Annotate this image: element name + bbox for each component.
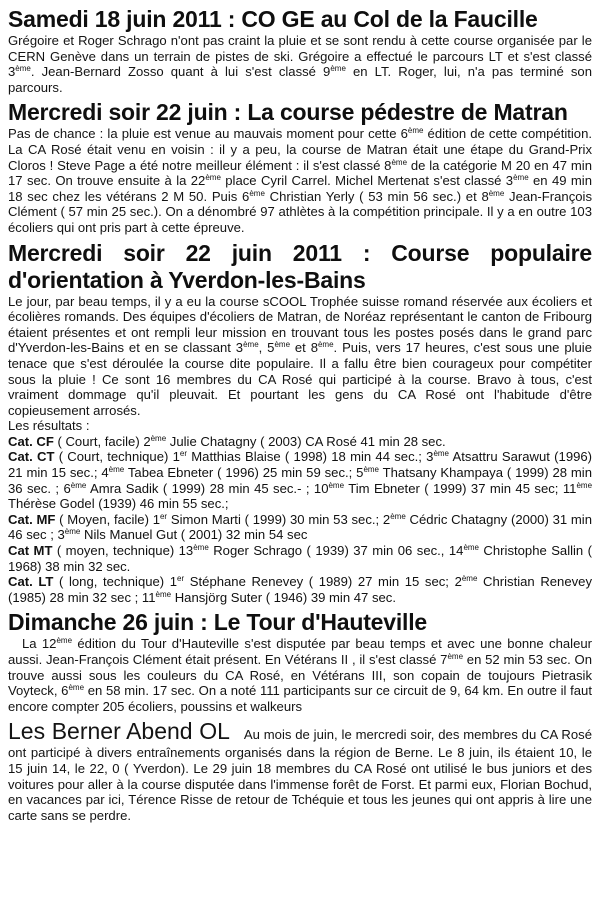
article-title: Dimanche 26 juin : Le Tour d'Hauteville [8, 609, 427, 636]
article-body: Les Berner Abend OL Au mois de juin, le mercredi soir, des membres du CA Rosé ont participé à divers entraînements organisés dans la région de Berne. Le 8 juin, ils étaient 10, le 15 juin 14, le 22, 0 ( Yverdon). Le 29 juin 18 membres du CA Rosé ont utilisé le bus juniors et des voitures pour aller à la course disputée dans l'immense forêt de Forst. Et parmi eux, Florian Bochud, en vacances par ici, Térence Risse de retour de Tchéquie et tous les jeunes qui ont appris à lire une carte sans se perdre. [8, 718, 592, 823]
results-cat-cf: Cat. CF ( Court, facile) 2ème Julie Chatagny ( 2003) CA Rosé 41 min 28 sec. [8, 433, 446, 449]
article-title: Les Berner Abend OL [8, 718, 230, 745]
article-title: Samedi 18 juin 2011 : CO GE au Col de la Faucille [8, 6, 538, 32]
article-title: Mercredi soir 22 juin 2011 : Course populaire d'orientation à Yverdon-les-Bains [8, 239, 592, 293]
article-body: Grégoire et Roger Schrago n'ont pas craint la pluie et se sont rendu à cette course organisée par le CERN Genève dans un terrain de pistes de ski. Grégoire a effectué le parcours LT et s'est classé 3ème. Jean-Bernard Zosso quant à lui s'est classé 9ème en LT. Roger, lui, n'a pas terminé son parcours. [8, 33, 592, 95]
article-matran [8, 99, 592, 235]
article-hauteville [8, 609, 592, 714]
results-cat-lt: Cat. LT ( long, technique) 1er Stéphane Renevey ( 1989) 27 min 15 sec; 2ème Christian Renevey (1985) 28 min 32 sec ; 11ème Hansjörg Suter ( 1946) 39 min 47 sec. [8, 574, 593, 605]
article-yverdon [8, 240, 592, 606]
results-cat-ct: Cat. CT ( Court, technique) 1er Matthias Blaise ( 1998) 18 min 44 sec.; 3ème Atsattru Sarawut (1996) 21 min 15 sec.; 4ème Tabea Ebneter ( 1996) 25 min 59 sec.; 5ème Thatsany Khampaya ( 1999) 28 min 36 sec. ; 6ème Amra Sadik ( 1999) 28 min 45 sec.- ; 10ème Tim Ebneter ( 1999) 37 min 45 sec; 11ème Thérèse Godel (1939) 46 min 55 sec.; [8, 449, 593, 512]
results-cat-mt: Cat MT ( moyen, technique) 13ème Roger Schrago ( 1939) 37 min 06 sec., 14ème Christophe Sallin ( 1968) 38 min 32 sec. [8, 543, 593, 574]
results-cat-mf: Cat. MF ( Moyen, facile) 1er Simon Marti ( 1999) 30 min 53 sec.; 2ème Cédric Chatagny (2000) 31 min 46 sec ; 3ème Nils Manuel Gut ( 2001) 32 min 54 sec [8, 511, 593, 543]
article-title: Mercredi soir 22 juin : La course pédestre de Matran [8, 99, 568, 126]
article-body: Le jour, par beau temps, il y a eu la course sCOOL Trophée suisse romand réservée aux écoliers et écolières romands. Des équipes d'écoliers de Matran, de Noréaz représentant le canton de Fribourg étaient présentes et ont rempli leur mission en trouvant tous les postes posés dans le grand parc d'Yverdon-les-Bains et en se classant 3ème, 5ème et 8ème. Puis, vers 17 heures, c'est sous une pluie tenace que s'est déroulée la course dite populaire. Il a fallu être bien courageux pour compétiter sous la pluie ! Ce sont 16 membres du CA Rosé qui participé à la course. Bravo à tous, c'est vraiment dommage qu'il pleuvait. Et pourtant les gens du CA Rosé ont l'habitude d'être copieusement arrosés. [8, 293, 592, 418]
article-body: Pas de chance : la pluie est venue au mauvais moment pour cette 6ème édition de cette compétition. La CA Rosé était venu en voisin : il y a peu, la course de Matran était une étape du Grand-Prix Cloros ! Steve Page a été notre meilleur élément : il s'est classé 8ème de la catégorie M 20 en 47 min 17 sec. On trouve ensuite à la 22ème place Cyril Carrel. Michel Mertenat s'est classé 3ème en 49 min 18 sec chez les vétérans 2 M 50. Puis 6ème Christian Yerly ( 53 min 56 sec.) et 8ème Jean-François Clément ( 57 min 25 sec.). On a dénombré 97 athlètes à la compétition principale. Il y a en outre 103 écoliers qui ont pris part à cette épreuve. [8, 126, 593, 235]
article-berner-abend [8, 718, 592, 823]
article-col-faucille [8, 6, 592, 95]
article-body: La 12ème édition du Tour d'Hauteville s'est disputée par beau temps et avec une bonne chaleur aussi. Jean-François Clément était présent. En Vétérans II , il s'est classé 7ème en 52 min 53 sec. On trouve aussi sous les couleurs du CA Rosé, en Vétérans III, son copain de toujours Pietrasik Voyteck, 6ème en 58 min. 17 sec. On a noté 111 participants sur ce circuit de 9, 64 km. En outre il faut encore compter 205 écoliers, poussins et walkeurs [8, 636, 592, 714]
results-label: Les résultats : [8, 418, 90, 434]
